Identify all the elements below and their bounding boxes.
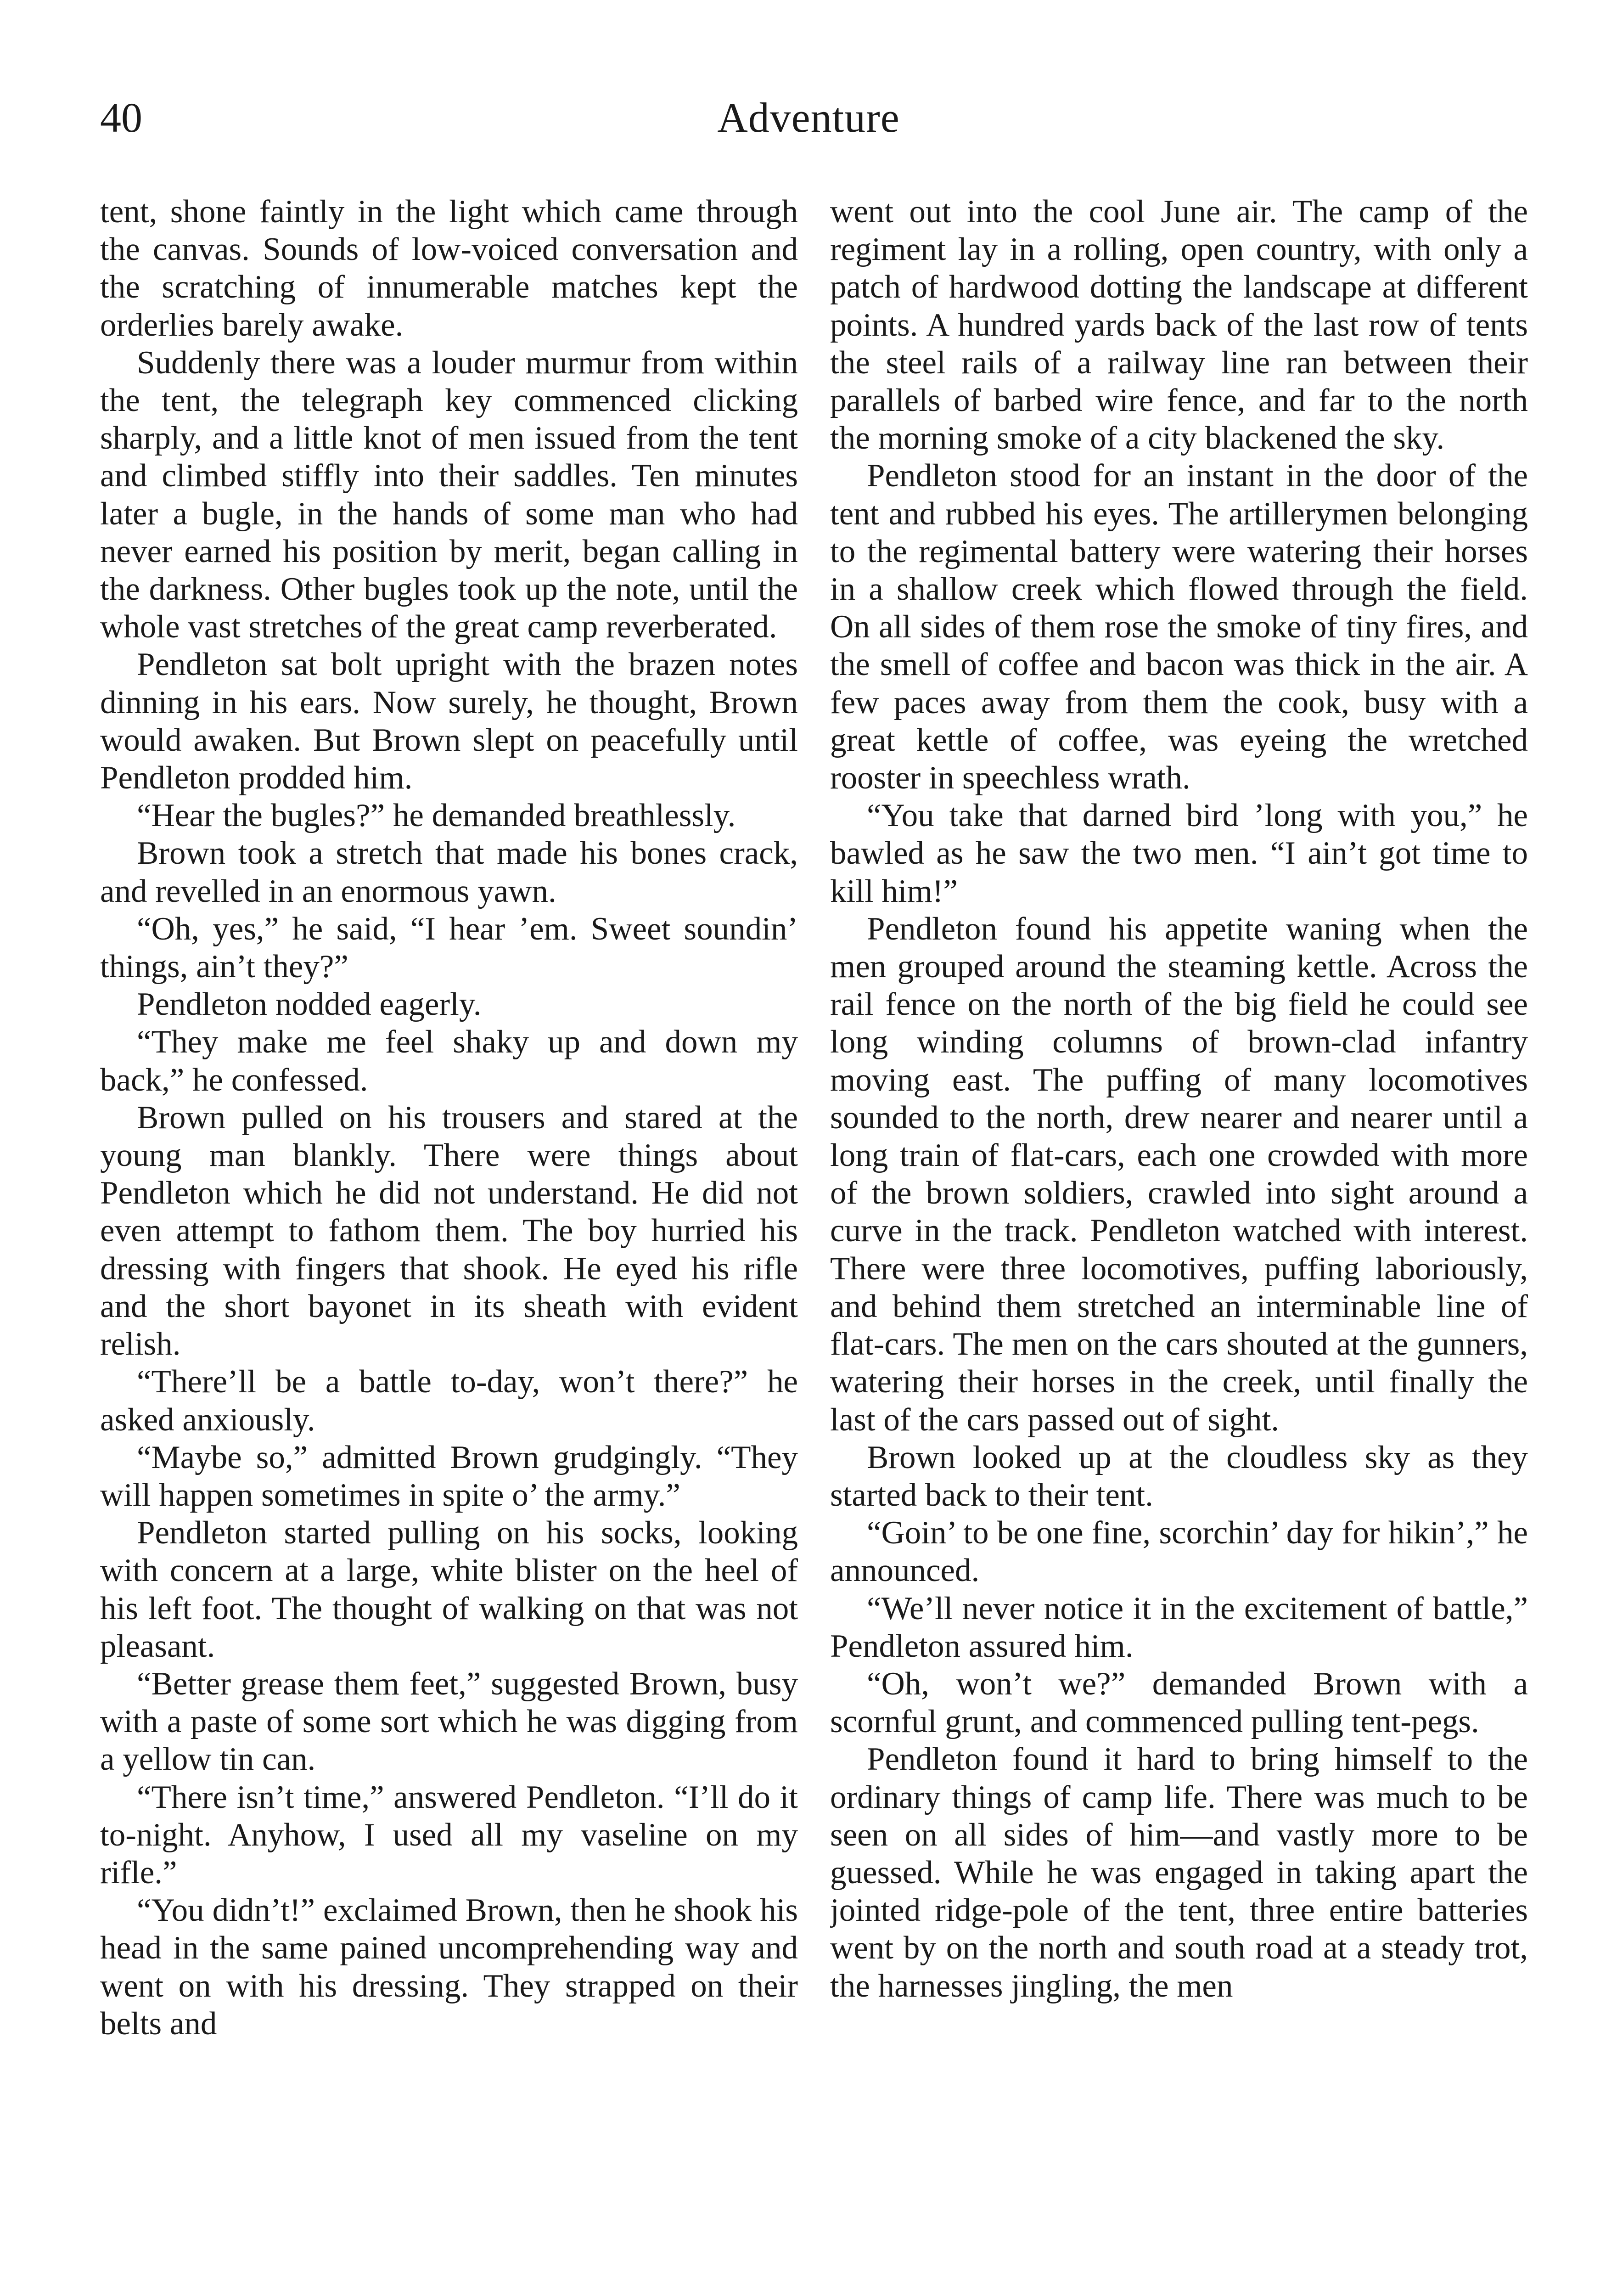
paragraph: “Goin’ to be one fine, scorchin’ day for hikin’,” he announced. xyxy=(830,1515,1528,1589)
paragraph: Pendleton stood for an instant in the door of the tent and rubbed his eyes. The artillerymen belonging to the regimental battery were watering their horses in a shallow creek which flowed through the field. On all sides of them rose the smoke of tiny fires, and the smell of coffee and bacon was thick in the air. A few paces away from them the cook, busy with a great kettle of coffee, was eyeing the wretched rooster in speechless wrath. xyxy=(830,458,1528,796)
paragraph: Brown looked up at the cloudless sky as they started back to their tent. xyxy=(830,1439,1528,1513)
paragraph: Brown took a stretch that made his bones crack, and revelled in an enormous yawn. xyxy=(100,835,798,909)
paragraph: “You didn’t!” exclaimed Brown, then he shook his head in the same pained uncomprehending way and went on with his dressing. They strapped on their belts and xyxy=(100,1892,798,2042)
paragraph: “We’ll never notice it in the excitement of battle,” Pendleton assured him. xyxy=(830,1590,1528,1664)
paragraph: “Oh, yes,” he said, “I hear ’em. Sweet soundin’ things, ain’t they?” xyxy=(100,911,798,985)
text-column-left xyxy=(100,193,798,2296)
running-title: Adventure xyxy=(717,94,900,141)
paragraph: “Oh, won’t we?” demanded Brown with a scornful grunt, and commenced pulling tent-pegs. xyxy=(830,1666,1528,1740)
paragraph: Suddenly there was a louder murmur from within the tent, the telegraph key commenced clicking sharply, and a little knot of men issued from the tent and climbed stiffly into their saddles. Ten minutes later a bugle, in the hands of some man who had never earned his position by merit, began calling in the darkness. Other bugles took up the note, until the whole vast stretches of the great camp reverberated. xyxy=(100,344,798,645)
page-number: 40 xyxy=(100,94,142,141)
paragraph: “There’ll be a battle to-day, won’t there?” he asked anxiously. xyxy=(100,1364,798,1438)
paragraph: “Maybe so,” admitted Brown grudgingly. “They will happen sometimes in spite o’ the army.” xyxy=(100,1439,798,1513)
paragraph: Pendleton sat bolt upright with the brazen notes dinning in his ears. Now surely, he thought, Brown would awaken. But Brown slept on peacefully until Pendleton prodded him. xyxy=(100,647,798,796)
paragraph: tent, shone faintly in the light which came through the canvas. Sounds of low-voiced conversation and the scratching of innumerable matches kept the orderlies barely awake. xyxy=(100,194,798,343)
paragraph: “Hear the bugles?” he demanded breathlessly. xyxy=(137,798,736,834)
text-column-right xyxy=(830,193,1528,2296)
paragraph: went out into the cool June air. The camp of the regiment lay in a rolling, open country, with only a patch of hardwood dotting the landscape at different points. A hundred yards back of the last row of tents the steel rails of a railway line ran between their parallels of barbed wire fence, and far to the north the morning smoke of a city blackened the sky. xyxy=(830,194,1528,456)
paragraph: Pendleton nodded eagerly. xyxy=(137,986,482,1023)
paragraph: “You take that darned bird ’long with you,” he bawled as he saw the two men. “I ain’t got time to kill him!” xyxy=(830,798,1528,909)
paragraph: Pendleton found his appetite waning when the men grouped around the steaming kettle. Across the rail fence on the north of the big field he could see long winding columns of brown-clad infantry moving east. The puffing of many locomotives sounded to the north, drew nearer and nearer until a long train of flat-cars, each one crowded with more of the brown soldiers, crawled into sight around a curve in the track. Pendleton watched with interest. There were three locomotives, puffing laboriously, and behind them stretched an interminable line of flat-cars. The men on the cars shouted at the gunners, watering their horses in the creek, until finally the last of the cars passed out of sight. xyxy=(830,911,1528,1438)
paragraph: “They make me feel shaky up and down my back,” he confessed. xyxy=(100,1024,798,1098)
paragraph: Pendleton started pulling on his socks, looking with concern at a large, white blister on the heel of his left foot. The thought of walking on that was not pleasant. xyxy=(100,1515,798,1664)
paragraph: “Better grease them feet,” suggested Brown, busy with a paste of some sort which he was digging from a yellow tin can. xyxy=(100,1666,798,1778)
paragraph: Brown pulled on his trousers and stared at the young man blankly. There were things about Pendleton which he did not understand. He did not even attempt to fathom them. The boy hurried his dressing with fingers that shook. He eyed his rifle and the short bayonet in its sheath with evident relish. xyxy=(100,1099,798,1362)
paragraph: “There isn’t time,” answered Pendleton. “I’ll do it to-night. Anyhow, I used all my vaseline on my rifle.” xyxy=(100,1779,798,1891)
paragraph: Pendleton found it hard to bring himself to the ordinary things of camp life. There was much to be seen on all sides of him—and vastly more to be guessed. While he was engaged in taking apart the jointed ridge-pole of the tent, three entire batteries went by on the north and south road at a steady trot, the harnesses jingling, the men xyxy=(830,1741,1528,2004)
